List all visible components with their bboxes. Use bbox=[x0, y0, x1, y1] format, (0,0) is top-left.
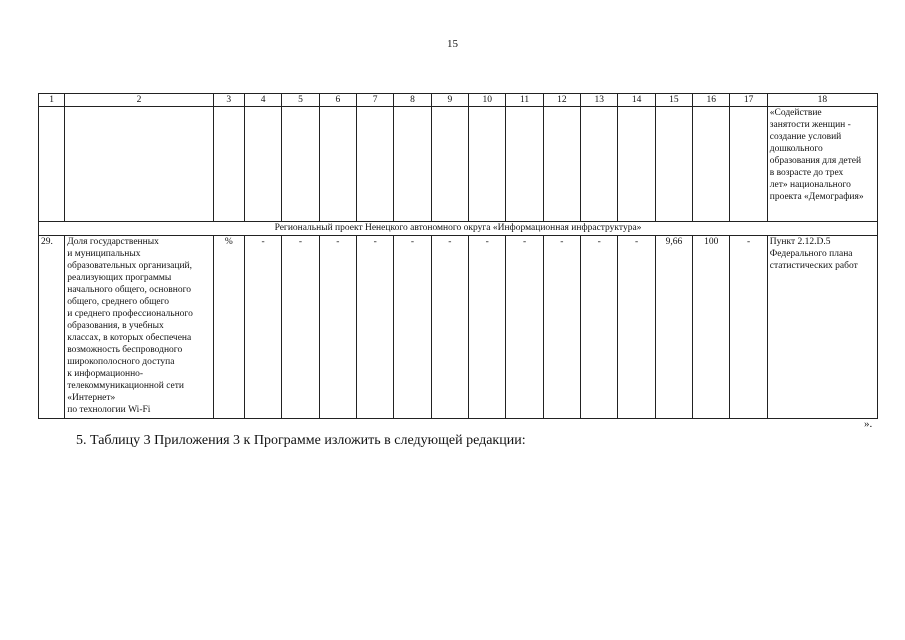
header-cell: 7 bbox=[356, 94, 393, 107]
header-cell: 12 bbox=[543, 94, 580, 107]
header-cell: 3 bbox=[213, 94, 244, 107]
page-number: 15 bbox=[447, 38, 458, 50]
empty-cell bbox=[730, 107, 767, 222]
header-cell: 8 bbox=[394, 94, 431, 107]
header-cell: 13 bbox=[581, 94, 618, 107]
value-cell: - bbox=[282, 236, 319, 419]
empty-cell bbox=[506, 107, 543, 222]
instruction-text: 5. Таблицу 3 Приложения 3 к Программе изложить в следующей редакции: bbox=[76, 433, 526, 448]
empty-cell bbox=[282, 107, 319, 222]
value-cell: - bbox=[244, 236, 281, 419]
continuation-row bbox=[39, 107, 878, 222]
empty-cell bbox=[65, 107, 213, 222]
header-cell: 6 bbox=[319, 94, 356, 107]
empty-cell bbox=[618, 107, 655, 222]
value-cell: - bbox=[543, 236, 580, 419]
empty-cell bbox=[543, 107, 580, 222]
value-cell: - bbox=[394, 236, 431, 419]
header-cell: 11 bbox=[506, 94, 543, 107]
row-number: 29. bbox=[39, 236, 65, 419]
header-row bbox=[39, 94, 878, 107]
value-cell: - bbox=[319, 236, 356, 419]
closing-quote: ». bbox=[864, 418, 873, 430]
indicator-name: Доля государственных и муниципальных образовательных организаций, реализующих программы начального общего, основного общего, среднего общего и среднего профессионального образования, в учебных классах, в которых обеспечена возможность беспроводного широкополосного доступа к информационно- телекоммуникационной сети «Интернет» по технологии Wi-Fi bbox=[65, 236, 213, 419]
header-cell: 14 bbox=[618, 94, 655, 107]
section-title: Региональный проект Ненецкого автономного округа «Информационная инфраструктура» bbox=[39, 222, 878, 236]
source-cell: Пункт 2.12.D.5 Федерального плана статистических работ bbox=[767, 236, 877, 419]
header-cell: 2 bbox=[65, 94, 213, 107]
value-cell: - bbox=[356, 236, 393, 419]
empty-cell bbox=[213, 107, 244, 222]
header-cell: 1 bbox=[39, 94, 65, 107]
section-row bbox=[39, 222, 878, 236]
value-cell: 100 bbox=[693, 236, 730, 419]
empty-cell bbox=[39, 107, 65, 222]
value-cell: 9,66 bbox=[655, 236, 692, 419]
value-cell: - bbox=[730, 236, 767, 419]
empty-cell bbox=[356, 107, 393, 222]
unit-cell: % bbox=[213, 236, 244, 419]
header-cell: 4 bbox=[244, 94, 281, 107]
value-cell: - bbox=[581, 236, 618, 419]
header-cell: 15 bbox=[655, 94, 692, 107]
empty-cell bbox=[581, 107, 618, 222]
indicators-table bbox=[38, 93, 878, 419]
empty-cell bbox=[693, 107, 730, 222]
header-cell: 5 bbox=[282, 94, 319, 107]
empty-cell bbox=[319, 107, 356, 222]
continuation-note: «Содействие занятости женщин - создание условий дошкольного образования для детей в возрасте до трех лет» национального проекта «Демография» bbox=[767, 107, 877, 222]
table-row bbox=[39, 236, 878, 419]
empty-cell bbox=[469, 107, 506, 222]
header-cell: 18 bbox=[767, 94, 877, 107]
header-cell: 17 bbox=[730, 94, 767, 107]
empty-cell bbox=[244, 107, 281, 222]
empty-cell bbox=[655, 107, 692, 222]
header-cell: 9 bbox=[431, 94, 468, 107]
empty-cell bbox=[394, 107, 431, 222]
value-cell: - bbox=[469, 236, 506, 419]
value-cell: - bbox=[431, 236, 468, 419]
empty-cell bbox=[431, 107, 468, 222]
header-cell: 16 bbox=[693, 94, 730, 107]
value-cell: - bbox=[506, 236, 543, 419]
value-cell: - bbox=[618, 236, 655, 419]
header-cell: 10 bbox=[469, 94, 506, 107]
